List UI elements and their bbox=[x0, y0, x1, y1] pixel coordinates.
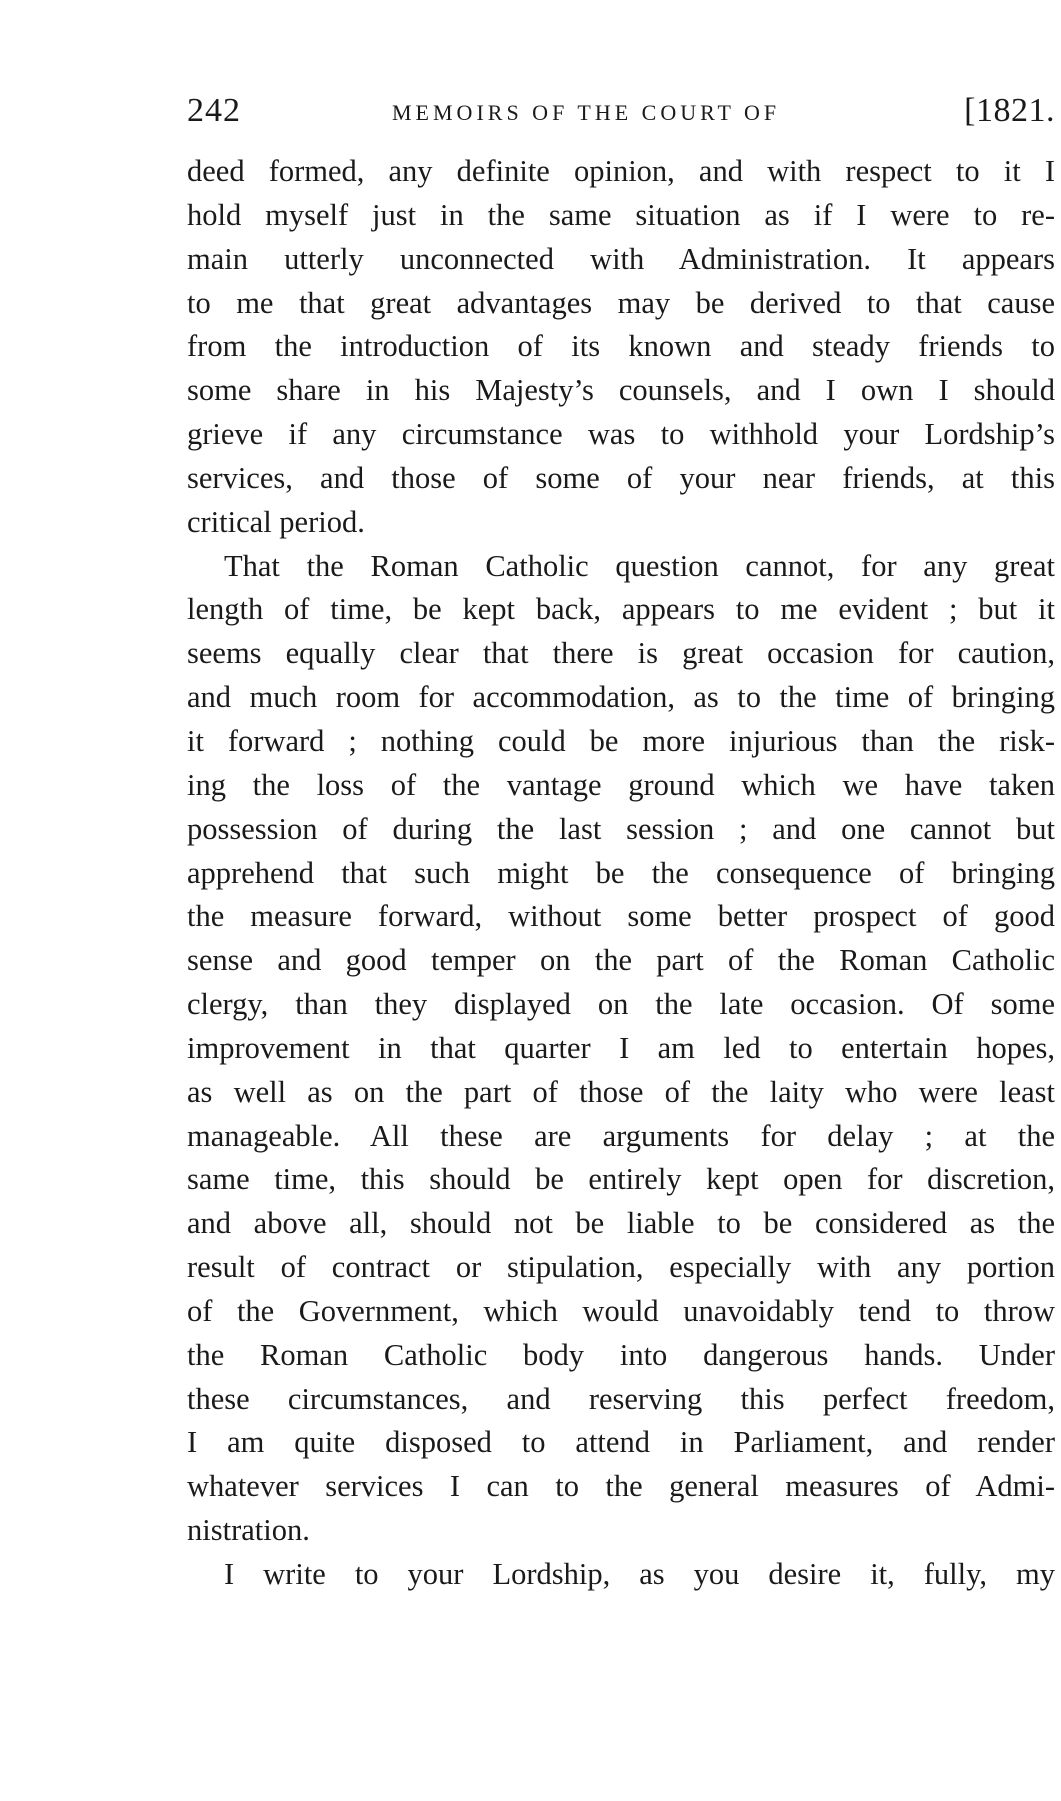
text-line: length of time, be kept back, appears to me evident ; but it bbox=[187, 592, 1055, 627]
page-number: 242 bbox=[187, 92, 241, 129]
text-line: from the introduction of its known and steady friends to bbox=[187, 329, 1055, 364]
text-line: seems equally clear that there is great occasion for caution, bbox=[187, 636, 1055, 671]
text-line: result of contract or stipulation, especially with any portion bbox=[187, 1250, 1055, 1285]
text-line: main utterly unconnected with Administration. It appears bbox=[187, 241, 1055, 276]
text-line: and much room for accommodation, as to the time of bringing bbox=[187, 680, 1055, 715]
text-line: nistration. bbox=[187, 1513, 310, 1548]
text-line: I am quite disposed to attend in Parliament, and render bbox=[187, 1425, 1055, 1460]
text-line: hold myself just in the same situation as if I were to re- bbox=[187, 197, 1055, 232]
text-line: deed formed, any definite opinion, and with respect to it I bbox=[187, 154, 1055, 188]
text-line: these circumstances, and reserving this perfect freedom, bbox=[187, 1381, 1055, 1416]
text-line: clergy, than they displayed on the late occasion. Of some bbox=[187, 987, 1055, 1022]
running-header bbox=[187, 88, 1055, 134]
text-line: some share in his Majesty’s counsels, and I own I should bbox=[187, 373, 1055, 408]
running-title: MEMOIRS OF THE COURT OF bbox=[392, 100, 781, 125]
running-year: [1821. bbox=[964, 92, 1055, 129]
text-line: whatever services I can to the general measures of Admi- bbox=[187, 1469, 1055, 1504]
text-line: the Roman Catholic body into dangerous hands. Under bbox=[187, 1337, 1055, 1372]
body-text bbox=[187, 150, 1055, 1597]
text-line: of the Government, which would unavoidably tend to throw bbox=[187, 1293, 1055, 1328]
text-line: manageable. All these are arguments for delay ; at the bbox=[187, 1118, 1055, 1153]
text-line: improvement in that quarter I am led to entertain hopes, bbox=[187, 1030, 1055, 1065]
text-line: That the Roman Catholic question cannot, for any great bbox=[224, 548, 1055, 583]
text-line: ing the loss of the vantage ground which we have taken bbox=[187, 767, 1055, 802]
text-line: possession of during the last session ; and one cannot but bbox=[187, 811, 1055, 846]
text-line: I write to your Lordship, as you desire it, fully, my bbox=[224, 1557, 1055, 1591]
text-line: it forward ; nothing could be more injurious than the risk- bbox=[187, 723, 1055, 758]
book-page bbox=[187, 88, 1055, 1597]
text-line: services, and those of some of your near friends, at this bbox=[187, 460, 1055, 495]
text-line: critical period. bbox=[187, 504, 365, 539]
text-line: as well as on the part of those of the laity who were least bbox=[187, 1074, 1055, 1109]
text-line: the measure forward, without some better prospect of good bbox=[187, 899, 1055, 934]
text-line: and above all, should not be liable to be considered as the bbox=[187, 1206, 1055, 1241]
text-line: grieve if any circumstance was to withhold your Lordship’s bbox=[187, 417, 1055, 452]
text-line: to me that great advantages may be derived to that cause bbox=[187, 285, 1055, 320]
text-line: sense and good temper on the part of the Roman Catholic bbox=[187, 943, 1055, 978]
text-line: same time, this should be entirely kept open for discretion, bbox=[187, 1162, 1055, 1197]
text-line: apprehend that such might be the consequence of bringing bbox=[187, 855, 1055, 890]
